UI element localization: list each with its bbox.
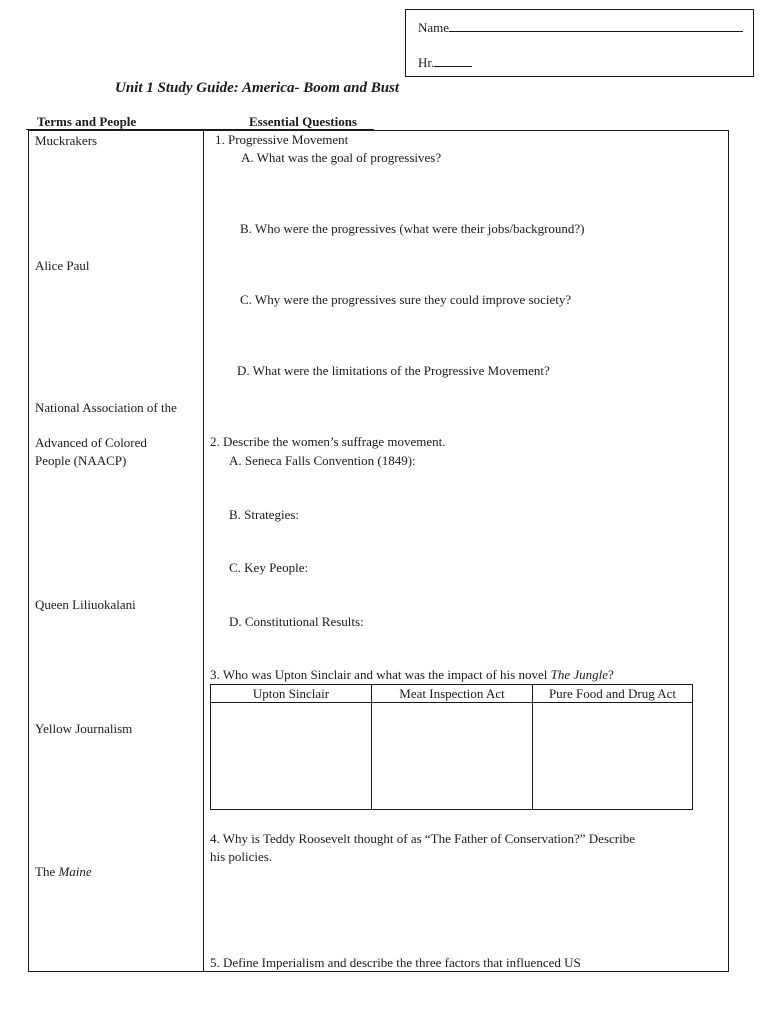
hour-label: Hr. — [418, 55, 435, 70]
question-2b: B. Strategies: — [229, 507, 300, 522]
question-2a: A. Seneca Falls Convention (1849): — [229, 453, 416, 468]
cell-upton-sinclair[interactable] — [211, 703, 372, 810]
term-maine-prefix: The — [35, 864, 56, 879]
term-the-maine — [35, 863, 195, 880]
question-5: 5. Define Imperialism and describe the three factors that influenced US — [210, 955, 581, 970]
page-title: Unit 1 Study Guide: America- Boom and Bust — [115, 80, 400, 96]
term-muckrakers: Muckrakers — [35, 133, 98, 148]
term-queen-liliuokalani: Queen Liliuokalani — [35, 597, 136, 612]
table-header-row — [211, 685, 693, 703]
question-2d: D. Constitutional Results: — [229, 614, 364, 629]
term-alice-paul: Alice Paul — [35, 258, 90, 273]
hour-line — [434, 54, 472, 67]
question-2c: C. Key People: — [229, 560, 309, 575]
question-3-book-title: The Jungle — [550, 667, 608, 682]
name-line — [449, 19, 743, 32]
cell-pure-food-drug-act[interactable] — [533, 703, 693, 810]
question-1b: B. Who were the progressives (what were their jobs/background?) — [240, 221, 585, 236]
name-label: Name — [418, 20, 450, 35]
header-pure-food-drug-act: Pure Food and Drug Act — [533, 685, 693, 703]
question-1d: D. What were the limitations of the Progressive Movement? — [237, 363, 550, 378]
question-3-end: ? — [608, 667, 614, 682]
terms-column-header: Terms and People — [37, 114, 137, 129]
question-3-text: 3. Who was Upton Sinclair and what was the impact of his novel — [210, 667, 551, 682]
name-field[interactable] — [418, 19, 743, 36]
sinclair-impact-table — [210, 684, 693, 810]
question-4-line-2: his policies. — [210, 849, 273, 864]
questions-column-header: Essential Questions — [249, 114, 357, 129]
question-1: 1. Progressive Movement — [215, 132, 349, 147]
column-divider — [203, 130, 204, 972]
cell-meat-inspection-act[interactable] — [372, 703, 533, 810]
header-upton-sinclair: Upton Sinclair — [211, 685, 372, 703]
question-3 — [210, 667, 614, 683]
question-4-line-1: 4. Why is Teddy Roosevelt thought of as “The Father of Conservation?” Describe — [210, 831, 635, 846]
name-box — [405, 9, 754, 77]
term-maine-italic: Maine — [58, 864, 92, 879]
question-2: 2. Describe the women’s suffrage movement. — [210, 434, 446, 449]
term-naacp-line-2: Advanced of Colored — [35, 435, 147, 450]
hour-field[interactable] — [418, 54, 472, 71]
question-1a: A. What was the goal of progressives? — [241, 150, 442, 165]
term-naacp-line-3: People (NAACP) — [35, 453, 127, 468]
term-yellow-journalism: Yellow Journalism — [35, 721, 133, 736]
header-meat-inspection-act: Meat Inspection Act — [372, 685, 533, 703]
table-row — [211, 703, 693, 810]
term-naacp-line-1: National Association of the — [35, 400, 177, 415]
question-1c: C. Why were the progressives sure they could improve society? — [240, 292, 572, 307]
